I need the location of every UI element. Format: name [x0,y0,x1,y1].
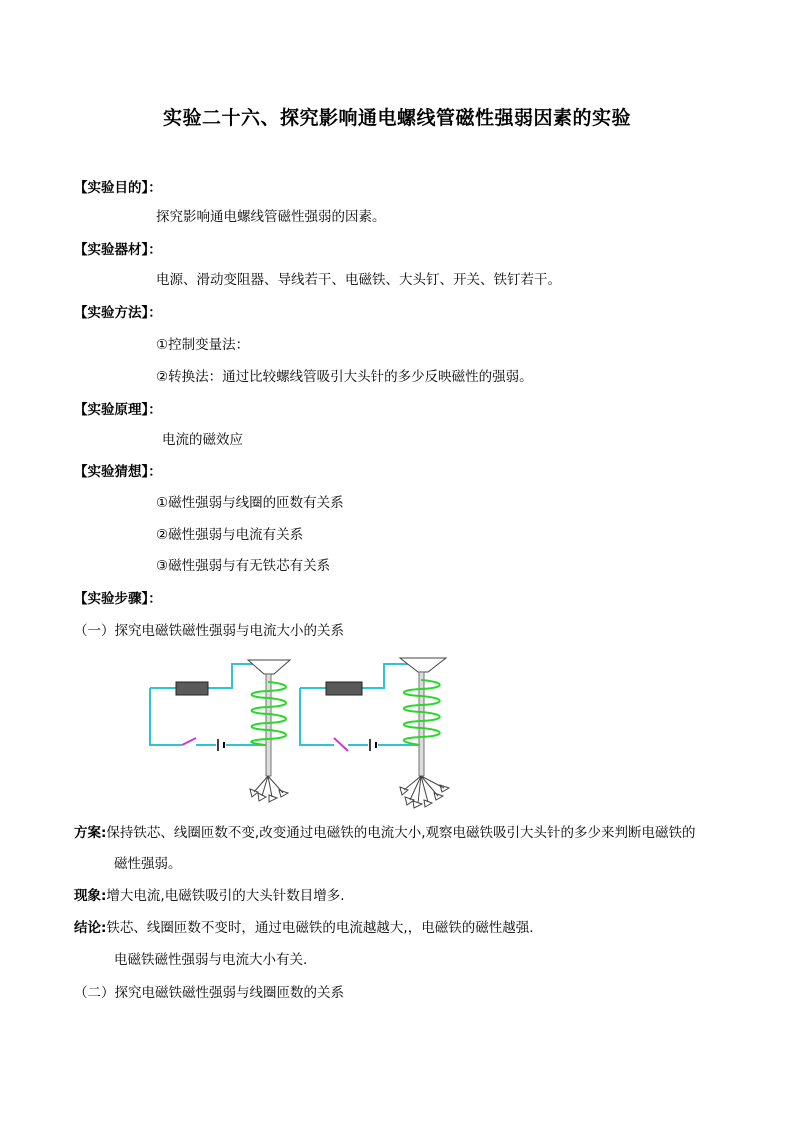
circuit-1 [150,660,290,802]
equipment-heading: 【实验器材】： [74,242,162,258]
phenomenon-line [74,887,345,905]
switch-icon [334,738,348,751]
purpose-heading: 【实验目的】： [74,180,162,196]
method-item-1: ①控制变量法： [156,337,250,353]
switch-icon [182,738,196,745]
principle-content: 电流的磁效应 [162,432,243,448]
rheostat-icon [176,682,208,695]
steps-heading: 【实验步骤】： [74,591,162,607]
method-heading: 【实验方法】： [74,305,162,321]
circuit-2 [300,658,449,808]
method-item-2: ②转换法：通过比较螺线管吸引大头针的多少反映磁性的强弱。 [156,369,533,385]
conclusion-line-2: 电磁铁磁性强弱与电流大小有关. [114,952,308,968]
phenomenon-label: 现象: [74,888,107,904]
rheostat-icon [326,682,362,695]
iron-core-icon [419,672,424,776]
plan-line-1 [74,824,696,842]
hypothesis-item-1: ①磁性强弱与线圈的匝数有关系 [156,495,344,511]
phenomenon-text: 增大电流,电磁铁吸引的大头针数目增多. [106,888,345,904]
plan-label: 方案: [74,825,107,841]
plan-text-1: 保持铁芯、线圈匝数不变,改变通过电磁铁的电流大小,观察电磁铁吸引大头针的多少来判断电磁铁的 [106,825,696,841]
hypothesis-item-3: ③磁性强弱与有无铁芯有关系 [156,558,331,574]
steps-subheading-2: （二）探究电磁铁磁性强弱与线圈匝数的关系 [74,985,344,1001]
conclusion-line-1 [74,919,534,937]
tacks-icon [250,776,288,802]
conclusion-text-1: 铁芯、线圈匝数不变时，通过电磁铁的电流越越大,，电磁铁的磁性越强. [106,920,534,936]
hypothesis-item-2: ②磁性强弱与电流有关系 [156,527,304,543]
equipment-content: 电源、滑动变阻器、导线若干、电磁铁、大头钉、开关、铁钉若干。 [156,272,561,288]
steps-subheading-1: （一）探究电磁铁磁性强弱与电流大小的关系 [74,623,344,639]
conclusion-label: 结论: [74,920,107,936]
purpose-content: 探究影响通电螺线管磁性强弱的因素。 [156,209,386,225]
principle-heading: 【实验原理】： [74,402,162,418]
plan-line-2: 磁性强弱。 [114,856,182,872]
hypothesis-heading: 【实验猜想】： [74,464,162,480]
tacks-icon [400,776,449,808]
page-title: 实验二十六、探究影响通电螺线管磁性强弱因素的实验 [162,107,631,129]
iron-core-icon [266,674,271,776]
